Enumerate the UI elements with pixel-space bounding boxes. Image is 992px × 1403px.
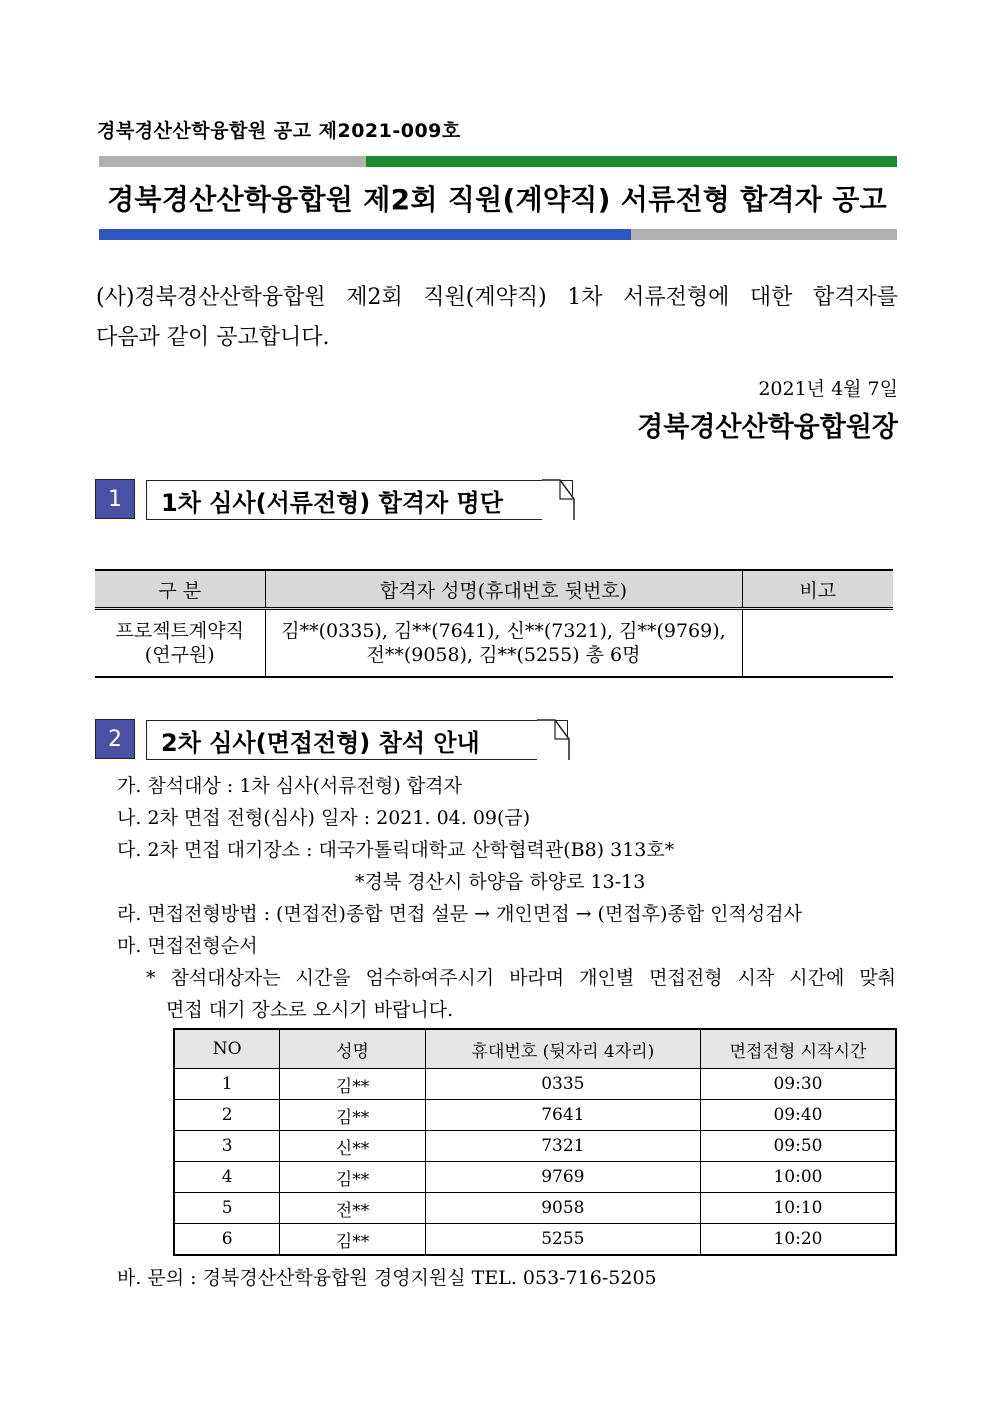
cell-no: 5 <box>174 1193 280 1224</box>
cell-phone: 5255 <box>425 1224 700 1256</box>
cell-time: 09:50 <box>700 1131 896 1162</box>
table-row <box>174 1224 896 1256</box>
cell-no: 4 <box>174 1162 280 1193</box>
cell-name: 신** <box>280 1131 426 1162</box>
passers-line-1: 김**(0335), 김**(7641), 신**(7321), 김**(9769), <box>281 620 726 642</box>
table-row <box>174 1193 896 1224</box>
cell-phone: 9058 <box>425 1193 700 1224</box>
intro-line-2: 다음과 같이 공고합니다. <box>96 325 330 350</box>
item-ba-contact: 바. 문의 : 경북경산산학융합원 경영지원실 TEL. 053-716-5205 <box>117 1267 657 1289</box>
item-ma: 마. 면접전형순서 <box>117 935 258 957</box>
section-1-fold-icon <box>540 478 576 522</box>
header-category: 구 분 <box>95 570 265 609</box>
interview-schedule-table <box>173 1028 897 1256</box>
cell-time: 09:30 <box>700 1069 896 1100</box>
intro-line-1: (사)경북경산산학융합원 제2회 직원(계약직) 1차 서류전형에 대한 합격자를 <box>96 285 898 310</box>
section-1-number: 1 <box>95 479 135 519</box>
section-1-title: 1차 심사(서류전형) 합격자 명단 <box>146 480 573 520</box>
section-2-title: 2차 심사(면접전형) 참석 안내 <box>146 720 568 760</box>
cell-time: 09:40 <box>700 1100 896 1131</box>
category-cell <box>95 609 265 678</box>
item-ma-note-1: * 참석대상자는 시간을 엄수하여주시기 바라며 개인별 면접전형 시작 시간에 맞춰 <box>146 967 896 989</box>
intro-paragraph <box>96 278 898 358</box>
passers-line-2: 전**(9058), 김**(5255) 총 6명 <box>366 644 641 666</box>
table-row <box>174 1069 896 1100</box>
issuer-name: 경북경산산학융합원장 <box>637 412 898 443</box>
table-row <box>174 1131 896 1162</box>
item-da-note: *경북 경산시 하양읍 하양로 13-13 <box>355 871 646 893</box>
section-2-number: 2 <box>95 719 135 759</box>
cell-name: 김** <box>280 1162 426 1193</box>
page-title: 경북경산산학융합원 제2회 직원(계약직) 서류전형 합격자 공고 <box>107 183 887 216</box>
category-line-1: 프로젝트계약직 <box>115 620 244 642</box>
cell-no: 3 <box>174 1131 280 1162</box>
cell-name: 김** <box>280 1224 426 1256</box>
cell-no: 2 <box>174 1100 280 1131</box>
item-ga: 가. 참석대상 : 1차 심사(서류전형) 합격자 <box>117 775 462 797</box>
header-passers: 합격자 성명(휴대번호 뒷번호) <box>265 570 742 609</box>
notice-date: 2021년 4월 7일 <box>758 378 898 400</box>
cell-time: 10:10 <box>700 1193 896 1224</box>
title-bar-bottom-gray <box>631 229 897 240</box>
cell-name: 김** <box>280 1069 426 1100</box>
cell-phone: 7641 <box>425 1100 700 1131</box>
cell-time: 10:20 <box>700 1224 896 1256</box>
cell-name: 김** <box>280 1100 426 1131</box>
header-start-time: 면접전형 시작시간 <box>700 1029 896 1069</box>
category-line-2: (연구원) <box>144 644 215 666</box>
cell-no: 1 <box>174 1069 280 1100</box>
header-phone: 휴대번호 (뒷자리 4자리) <box>425 1029 700 1069</box>
title-bar-top-gray <box>99 156 366 167</box>
title-bar-bottom-blue <box>99 229 631 240</box>
cell-phone: 0335 <box>425 1069 700 1100</box>
cell-time: 10:00 <box>700 1162 896 1193</box>
item-ma-note-2: 면접 대기 장소로 오시기 바랍니다. <box>166 999 454 1021</box>
item-na: 나. 2차 면접 전형(심사) 일자 : 2021. 04. 09(금) <box>117 807 531 829</box>
cell-name: 전** <box>280 1193 426 1224</box>
header-no: NO <box>174 1029 280 1069</box>
cell-phone: 9769 <box>425 1162 700 1193</box>
item-ra: 라. 면접전형방법 : (면접전)종합 면접 설문 → 개인면접 → (면접후)종합 인적성검사 <box>117 903 802 925</box>
table-row <box>174 1100 896 1131</box>
header-note: 비고 <box>742 570 893 609</box>
note-cell <box>742 609 893 678</box>
passers-table <box>95 569 893 678</box>
cell-phone: 7321 <box>425 1131 700 1162</box>
title-bar-top-green <box>366 156 897 167</box>
cell-no: 6 <box>174 1224 280 1256</box>
header-name: 성명 <box>280 1029 426 1069</box>
section-2-fold-icon <box>535 718 571 762</box>
passers-cell <box>265 609 742 678</box>
table-row <box>174 1162 896 1193</box>
item-da: 다. 2차 면접 대기장소 : 대국가톨릭대학교 산학협력관(B8) 313호* <box>117 839 675 861</box>
notice-number: 경북경산산학융합원 공고 제2021-009호 <box>97 120 461 142</box>
